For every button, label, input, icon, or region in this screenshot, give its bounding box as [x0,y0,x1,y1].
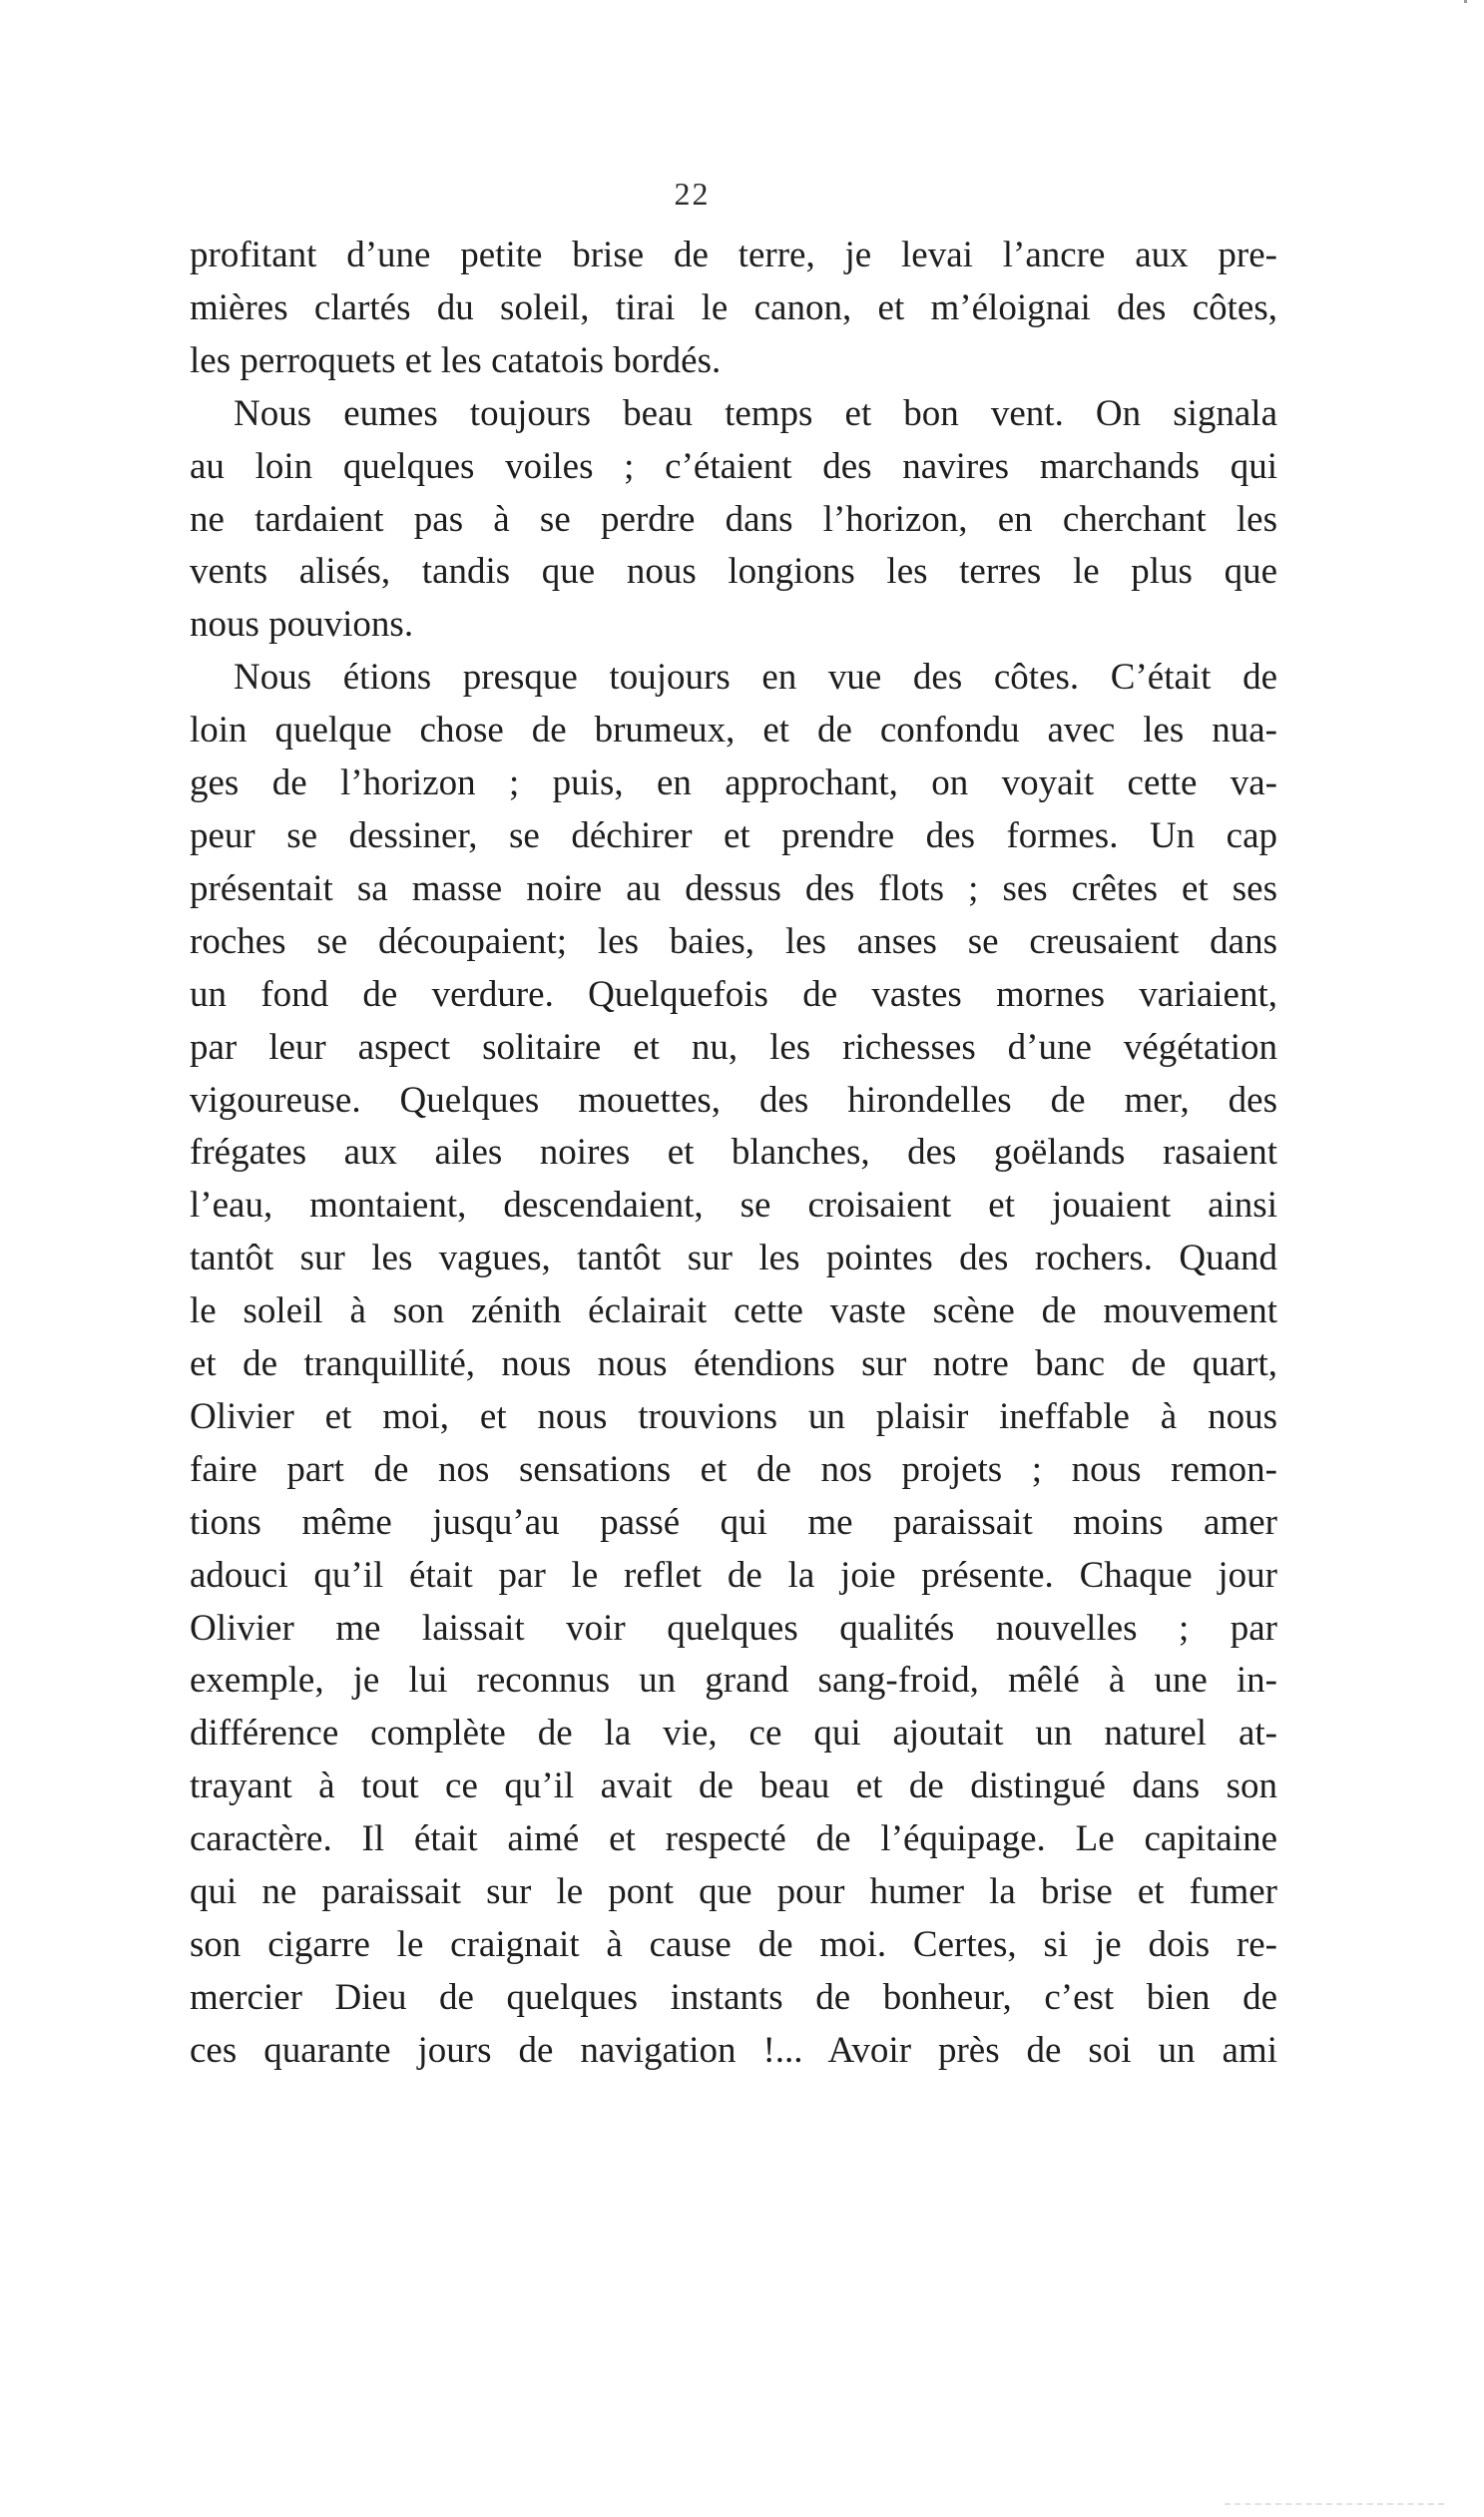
text-line: le soleil à son zénith éclairait cette vaste scène de mouvement [190,1290,1277,1332]
text-line: exemple, je lui reconnus un grand sang-froid, mêlé à une in- [190,1660,1277,1702]
text-line: trayant à tout ce qu’il avait de beau et de distingué dans son [190,1765,1277,1807]
corner-mark [1464,0,1474,8]
text-line: les perroquets et les catatois bordés. [190,339,722,381]
text-line: son cigarre le craignait à cause de moi. Certes, si je dois re- [190,1924,1277,1965]
text-line: qui ne paraissait sur le pont que pour humer la brise et fumer [190,1871,1277,1913]
text-line: présentait sa masse noire au dessus des flots ; ses crêtes et ses [190,867,1277,909]
text-line: loin quelque chose de brumeux, et de confondu avec les nua- [190,710,1277,752]
body-text [190,230,1277,2078]
text-line: faire part de nos sensations et de nos projets ; nous remon- [190,1448,1277,1490]
text-line: Olivier me laissait voir quelques qualités nouvelles ; par [190,1607,1277,1649]
text-line: vents alisés, tandis que nous longions les terres le plus que [190,551,1277,593]
text-line: roches se découpaient; les baies, les anses se creusaient dans [190,920,1277,962]
text-line: Nous eumes toujours beau temps et bon vent. On signala [234,392,1277,434]
text-line: un fond de verdure. Quelquefois de vastes mornes variaient, [190,973,1277,1015]
text-line: différence complète de la vie, ce qui ajoutait un naturel at- [190,1713,1277,1755]
text-line: l’eau, montaient, descendaient, se croisaient et jouaient ainsi [190,1185,1277,1227]
text-line: mières clartés du soleil, tirai le canon, et m’éloignai des côtes, [190,286,1277,328]
page-number: 22 [674,176,711,212]
text-line: et de tranquillité, nous nous étendions sur notre banc de quart, [190,1343,1277,1385]
text-line: Olivier et moi, et nous trouvions un plaisir ineffable à nous [190,1395,1277,1437]
text-line: Nous étions presque toujours en vue des côtes. C’était de [234,657,1277,699]
text-line: mercier Dieu de quelques instants de bonheur, c’est bien de [190,1976,1277,2018]
text-line: peur se dessiner, se déchirer et prendre des formes. Un cap [190,814,1277,856]
text-line: par leur aspect solitaire et nu, les richesses d’une végétation [190,1026,1277,1068]
text-line: caractère. Il était aimé et respecté de l’équipage. Le capitaine [190,1818,1277,1860]
text-line: ces quarante jours de navigation !... Avoir près de soi un ami [190,2029,1277,2071]
text-line: frégates aux ailes noires et blanches, des goëlands rasaient [190,1132,1277,1174]
text-line: tions même jusqu’au passé qui me paraissait moins amer [190,1501,1277,1543]
scan-artifact [1225,2503,1444,2509]
text-line: au loin quelques voiles ; c’étaient des navires marchands qui [190,445,1277,487]
text-line: tantôt sur les vagues, tantôt sur les pointes des rochers. Quand [190,1238,1277,1279]
text-line: profitant d’une petite brise de terre, je levai l’ancre aux pre- [190,235,1277,275]
text-line: nous pouvions. [190,604,414,646]
text-line: vigoureuse. Quelques mouettes, des hirondelles de mer, des [190,1079,1277,1121]
text-line: adouci qu’il était par le reflet de la joie présente. Chaque jour [190,1554,1277,1596]
text-line: ges de l’horizon ; puis, en approchant, on voyait cette va- [190,762,1277,804]
text-line: ne tardaient pas à se perdre dans l’horizon, en cherchant les [190,498,1277,540]
